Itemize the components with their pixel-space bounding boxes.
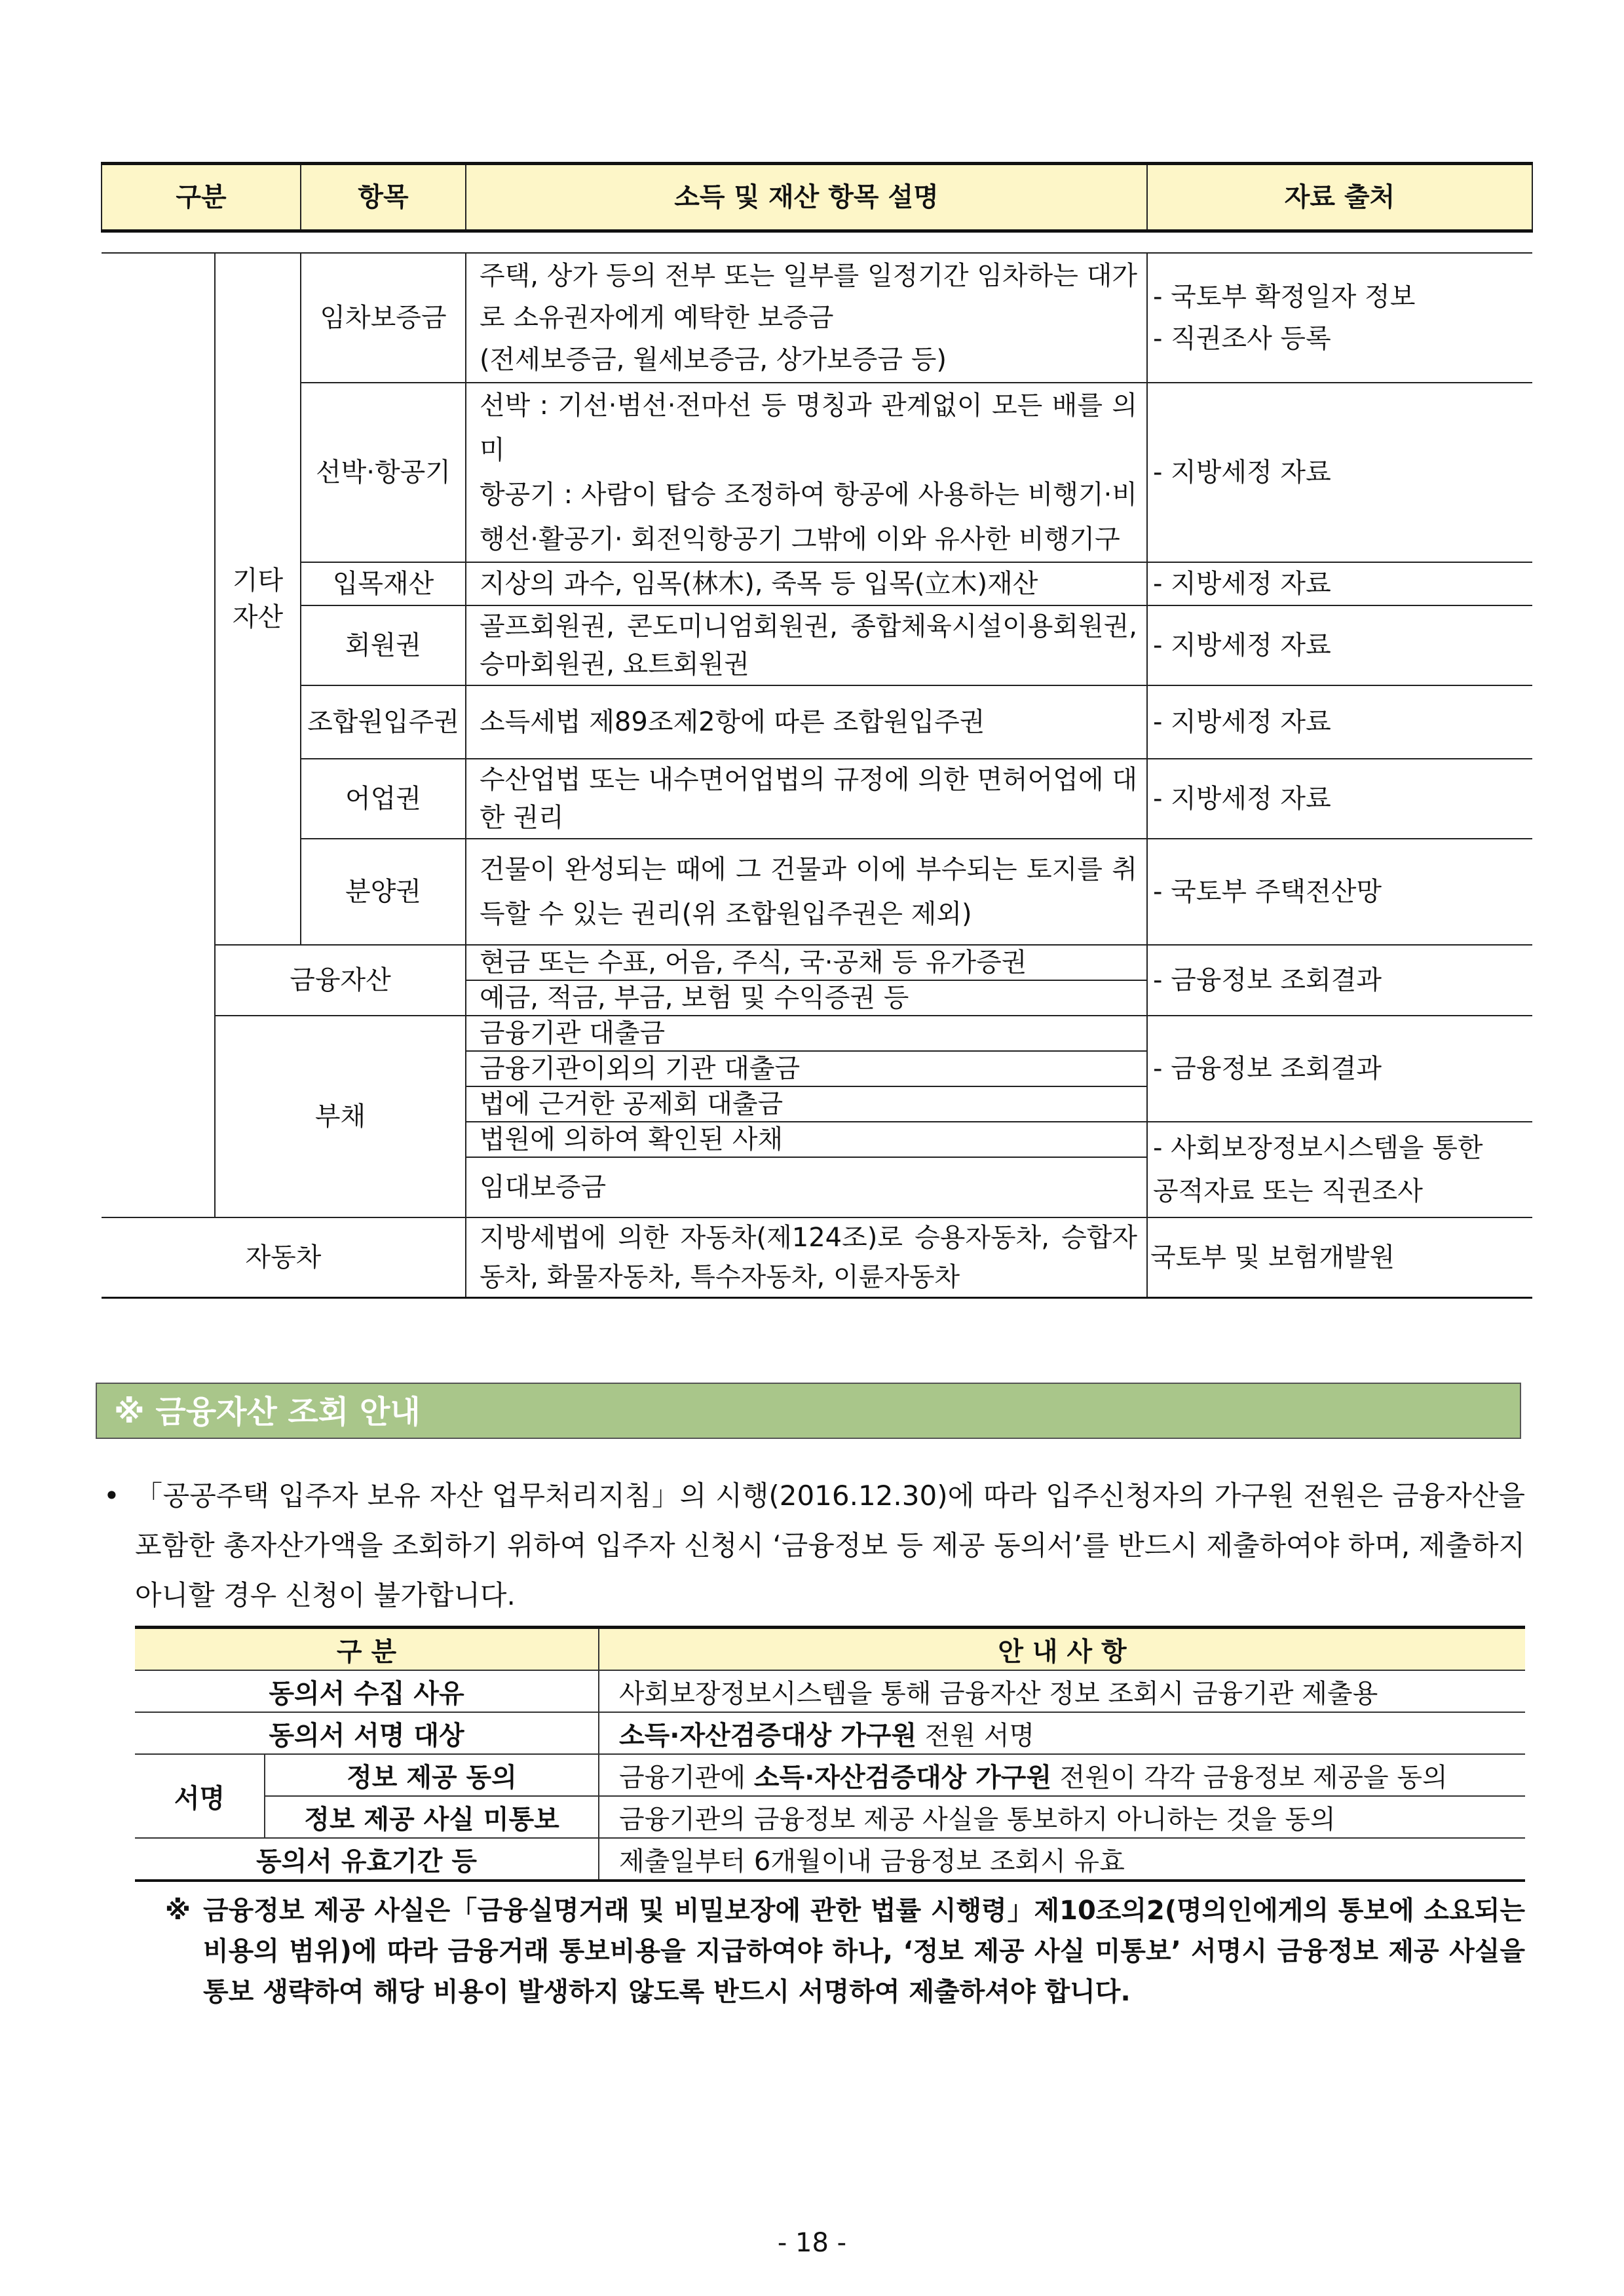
desc-ship-aircraft: 선박 : 기선·범선·전마선 등 명칭과 관계없이 모든 배를 의미 항공기 : 사람이 탑승 조정하여 항공에 사용하는 비행기·비행선·활공기· 회전익항공기 그밖에 이와 유사한 비행기구 [466, 383, 1147, 562]
table-row [135, 1838, 1525, 1881]
item-standing-timber: 입목재산 [301, 562, 466, 605]
header-category: 구분 [102, 164, 301, 231]
desc-financial-2: 예금, 적금, 부금, 보험 및 수익증권 등 [466, 980, 1147, 1016]
consent-info-table [135, 1626, 1525, 1882]
row-label-info-consent: 정보 제공 동의 [265, 1754, 599, 1796]
item-presale: 분양권 [301, 839, 466, 945]
table-row [102, 1016, 1532, 1051]
group-car: 자동차 [102, 1217, 466, 1298]
source-debt-financial: - 금융정보 조회결과 [1147, 1016, 1532, 1122]
row-value-info-consent: 금융기관에 소득·자산검증대상 가구원 전원이 각각 금융정보 제공을 동의 [599, 1754, 1525, 1796]
table-row [102, 383, 1532, 562]
desc-financial-1: 현금 또는 수표, 어음, 주식, 국·공채 등 유가증권 [466, 945, 1147, 980]
desc-debt-1: 금융기관 대출금 [466, 1016, 1147, 1051]
table-row [102, 945, 1532, 980]
item-lease-deposit: 임차보증금 [301, 253, 466, 383]
desc-debt-5: 임대보증금 [466, 1157, 1147, 1217]
desc-debt-2: 금융기관이외의 기관 대출금 [466, 1051, 1147, 1086]
item-fishing: 어업권 [301, 759, 466, 839]
row-value-signature-target: 소득·자산검증대상 가구원 전원 서명 [599, 1712, 1525, 1754]
table-row [102, 605, 1532, 685]
header-category: 구 분 [135, 1628, 599, 1671]
table-header-row [102, 164, 1532, 231]
source-standing-timber: - 지방세정 자료 [1147, 562, 1532, 605]
desc-car: 지방세법에 의한 자동차(제124조)로 승용자동차, 승합자동차, 화물자동차, 특수자동차, 이륜자동차 [466, 1217, 1147, 1298]
table-row [102, 685, 1532, 759]
row-label-collection-reason: 동의서 수집 사유 [135, 1670, 599, 1712]
source-fishing: - 지방세정 자료 [1147, 759, 1532, 839]
desc-standing-timber: 지상의 과수, 임목(林木), 죽목 등 입목(立木)재산 [466, 562, 1147, 605]
source-financial: - 금융정보 조회결과 [1147, 945, 1532, 1016]
item-membership: 회원권 [301, 605, 466, 685]
notice-paragraph [104, 1471, 1525, 1620]
row-label-validity: 동의서 유효기간 등 [135, 1838, 599, 1881]
source-car: 국토부 및 보험개발원 [1147, 1217, 1532, 1298]
page-number: - 18 - [777, 2228, 847, 2258]
blank-left-cell [102, 253, 215, 1217]
source-ship-aircraft: - 지방세정 자료 [1147, 383, 1532, 562]
note-text: 금융정보 제공 사실은「금융실명거래 및 비밀보장에 관한 법률 시행령」제10조의2(명의인에게의 통보에 소요되는 비용의 범위)에 따라 금융거래 통보비용을 지급하여야 하나, ‘정보 제공 사실 미통보’ 서명시 금융정보 제공 사실을 통보 생략하여 해당 비용이 발생하지 않도록 반드시 서명하여 제출하셔야 합니다. [203, 1896, 1525, 2007]
row-label-signature-target: 동의서 서명 대상 [135, 1712, 599, 1754]
table-row [135, 1754, 1525, 1796]
row-value-collection-reason: 사회보장정보시스템을 통해 금융자산 정보 조회시 금융기관 제출용 [599, 1670, 1525, 1712]
group-financial-assets: 금융자산 [215, 945, 466, 1016]
group-other-assets: 기타 자산 [215, 253, 301, 945]
section-title-banner: ※ 금융자산 조회 안내 [96, 1383, 1521, 1439]
table-row [102, 253, 1532, 383]
source-debt-social: - 사회보장정보시스템을 통한 공적자료 또는 직권조사 [1147, 1122, 1532, 1217]
desc-membership: 골프회원권, 콘도미니엄회원권, 종합체육시설이용회원권, 승마회원권, 요트회원권 [466, 605, 1147, 685]
table-row [102, 1217, 1532, 1298]
desc-fishing: 수산업법 또는 내수면어업법의 규정에 의한 면허어업에 대한 권리 [466, 759, 1147, 839]
item-union-member: 조합원입주권 [301, 685, 466, 759]
footnote [165, 1890, 1525, 2012]
header-source: 자료 출처 [1147, 164, 1532, 231]
source-membership: - 지방세정 자료 [1147, 605, 1532, 685]
header-guide: 안 내 사 항 [599, 1628, 1525, 1671]
header-description: 소득 및 재산 항목 설명 [466, 164, 1147, 231]
table-spacer [102, 231, 1532, 254]
note-mark: ※ [165, 1896, 191, 1926]
row-label-signature: 서명 [135, 1754, 265, 1838]
table-row [135, 1712, 1525, 1754]
header-item: 항목 [301, 164, 466, 231]
bullet-marker: • [104, 1480, 120, 1512]
table-row [135, 1796, 1525, 1838]
item-ship-aircraft: 선박·항공기 [301, 383, 466, 562]
desc-debt-3: 법에 근거한 공제회 대출금 [466, 1086, 1147, 1122]
table-row [102, 562, 1532, 605]
source-lease-deposit: - 국토부 확정일자 정보 - 직권조사 등록 [1147, 253, 1532, 383]
row-label-no-notification: 정보 제공 사실 미통보 [265, 1796, 599, 1838]
source-presale: - 국토부 주택전산망 [1147, 839, 1532, 945]
row-value-validity: 제출일부터 6개월이내 금융정보 조회시 유효 [599, 1838, 1525, 1881]
desc-debt-4: 법원에 의하여 확인된 사채 [466, 1122, 1147, 1157]
income-asset-table [101, 162, 1533, 1299]
desc-lease-deposit: 주택, 상가 등의 전부 또는 일부를 일정기간 임차하는 대가로 소유권자에게 예탁한 보증금 (전세보증금, 월세보증금, 상가보증금 등) [466, 253, 1147, 383]
table-row [102, 759, 1532, 839]
table-row [135, 1670, 1525, 1712]
source-union-member: - 지방세정 자료 [1147, 685, 1532, 759]
table-header-row [135, 1628, 1525, 1671]
notice-text: 「공공주택 입주자 보유 자산 업무처리지침」의 시행(2016.12.30)에 따라 입주신청자의 가구원 전원은 금융자산을 포함한 총자산가액을 조회하기 위하여 입주자 신청시 ‘금융정보 등 제공 동의서’를 반드시 제출하여야 하며, 제출하지 아니할 경우 신청이 불가합니다. [135, 1480, 1525, 1611]
table-row [102, 839, 1532, 945]
group-debt: 부채 [215, 1016, 466, 1217]
row-value-no-notification: 금융기관의 금융정보 제공 사실을 통보하지 아니하는 것을 동의 [599, 1796, 1525, 1838]
desc-union-member: 소득세법 제89조제2항에 따른 조합원입주권 [466, 685, 1147, 759]
desc-presale: 건물이 완성되는 때에 그 건물과 이에 부수되는 토지를 취득할 수 있는 권리(위 조합원입주권은 제외) [466, 839, 1147, 945]
